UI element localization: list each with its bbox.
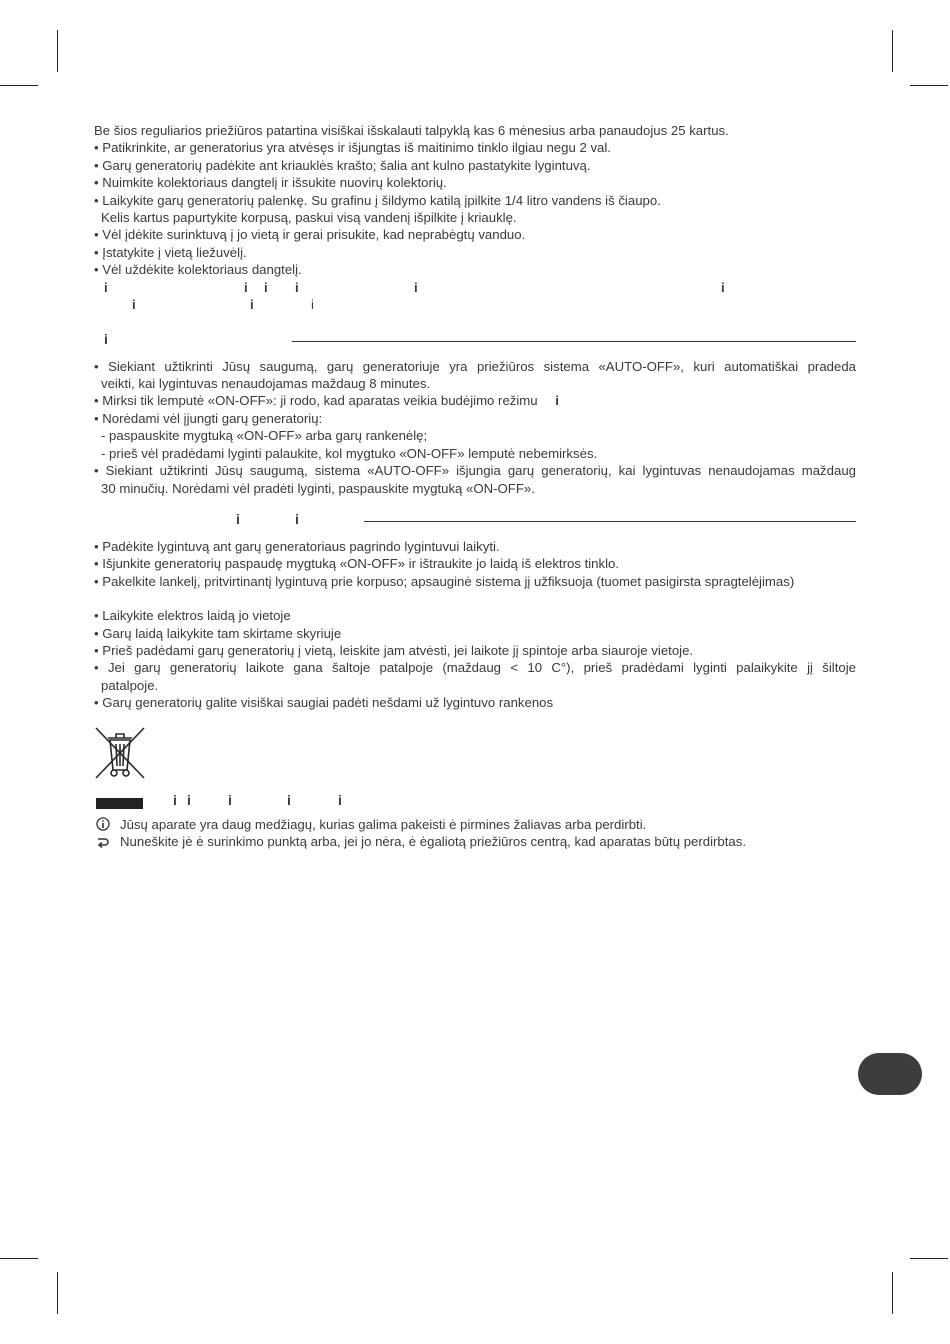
list-item: Kelis kartus papurtykite korpusą, paskui visą vandenį išpilkite į kriauklę. <box>101 210 517 226</box>
list-item: • Laikykite garų generatorių palenkę. Su grafinu į šildymo katilą įpilkite 1/4 litro vandens iš čiaupo. <box>94 192 661 208</box>
section-rule <box>364 521 856 522</box>
weee-symbol <box>94 726 856 790</box>
list-item: • Išjunkite generatorių paspaudę mygtuką «ON-OFF» ir ištraukite jo laidą iš elektros tinklo. <box>94 556 620 572</box>
page-number-tab <box>858 1053 922 1095</box>
list-item: • Vėl uždėkite kolektoriaus dangtelį. <box>94 262 302 278</box>
environment-line: Jūsų aparate yra daug medžiagų, kurias galima pakeisti ė pirmines žaliavas arba perdirbti. <box>94 816 856 833</box>
list-item: • Mirksi tik lemputė «ON-OFF»: ji rodo, kad aparatas veikia budėjimo režimu i <box>94 393 559 409</box>
crop-mark <box>892 1272 893 1314</box>
black-bar <box>96 798 143 809</box>
list-item: • Padėkite lygintuvą ant garų generatoriaus pagrindo lygintuvui laikyti. <box>94 538 500 554</box>
environment-line: Nuneškite jė ė surinkimo punktą arba, jei jo nėra, ė ėgaliotą priežiūros centrą, kad aparatas būtų perdirbtas. <box>94 833 856 850</box>
list-item: 30 minučių. Norėdami vėl pradėti lyginti, paspauskite mygtuką «ON-OFF». <box>101 480 535 496</box>
list-item: • Vėl įdėkite surinktuvą į jo vietą ir gerai prisukite, kad neprabėgtų vanduo. <box>94 227 526 243</box>
auto-off-heading: i <box>94 331 856 348</box>
storage-heading: i i <box>94 511 856 528</box>
list-item: • Patikrinkite, ar generatorius yra atvėsęs ir išjungtas iš maitinimo tinklo ilgiau negu 2 val. <box>94 140 611 156</box>
crop-mark <box>0 85 38 86</box>
crop-mark <box>0 1258 38 1259</box>
list-item: • Laikykite elektros laidą jo vietoje <box>94 608 291 624</box>
arrow-icon <box>94 836 112 848</box>
list-item: • Pakelkite lankelį, pritvirtinantį lygintuvą prie korpuso; apsauginė sistema jį užfiksuoja (tuomet pasigirsta spragtelėjimas) <box>94 573 795 589</box>
crossed-out-wheelie-bin-icon <box>94 726 146 782</box>
faded-warning-line: i i i <box>132 296 314 312</box>
faded-warning-line: i i i i i i <box>104 279 725 295</box>
info-icon <box>94 817 112 831</box>
crop-mark <box>910 1258 948 1259</box>
crop-mark <box>892 30 893 72</box>
list-item: • Siekiant užtikrinti Jūsų saugumą, garų generatoriuje yra priežiūros sistema «AUTO-OFF», kuri automatiškai pradeda <box>94 358 856 374</box>
list-item: patalpoje. <box>101 677 159 693</box>
list-item: • Garų generatorių padėkite ant kriauklės krašto; šalia ant kulno pastatykite lygintuvą. <box>94 157 591 173</box>
list-item: • Jei garų generatorių laikote gana šaltoje patalpoje (maždaug < 10 C°), prieš pradėdami lyginti palaikykite jį šiltoje <box>94 660 856 676</box>
crop-mark <box>57 1272 58 1314</box>
list-item: • Garų generatorių galite visiškai saugiai padėti nešdami už lygintuvo rankenos <box>94 695 554 711</box>
list-item: - prieš vėl pradėdami lyginti palaukite, kol mygtuko «ON-OFF» lemputė nebemirksės. <box>101 445 598 461</box>
environment-heading: i i i i i <box>94 790 856 816</box>
list-item: • Norėdami vėl įjungti garų generatorių: <box>94 410 323 426</box>
crop-mark <box>57 30 58 72</box>
list-item: • Siekiant užtikrinti Jūsų saugumą, sistema «AUTO-OFF» išjungia garų generatorių, kai lygintuvas nenaudojamas maždaug <box>94 463 856 479</box>
list-item: • Įstatykite į vietą liežuvėlį. <box>94 244 247 260</box>
list-item: - paspauskite mygtuką «ON-OFF» arba garų rankenėlę; <box>101 428 428 444</box>
section-rule <box>292 341 856 342</box>
list-item: veikti, kai lygintuvas nenaudojamas maždaug 8 minutes. <box>101 376 431 392</box>
crop-mark <box>910 85 948 86</box>
maintenance-intro: Be šios reguliarios priežiūros patartina visiškai išskalauti talpyklą kas 6 mėnesius arba panaudojus 25 kartus. <box>94 123 729 138</box>
list-item: • Prieš padėdami garų generatorių į vietą, leiskite jam atvėsti, jei laikote jį spintoje arba siauroje vietoje. <box>94 642 694 658</box>
page-content <box>94 122 856 850</box>
list-item: • Garų laidą laikykite tam skirtame skyriuje <box>94 625 342 641</box>
list-item: • Nuimkite kolektoriaus dangtelį ir išsukite nuovirų kolektorių. <box>94 175 447 191</box>
